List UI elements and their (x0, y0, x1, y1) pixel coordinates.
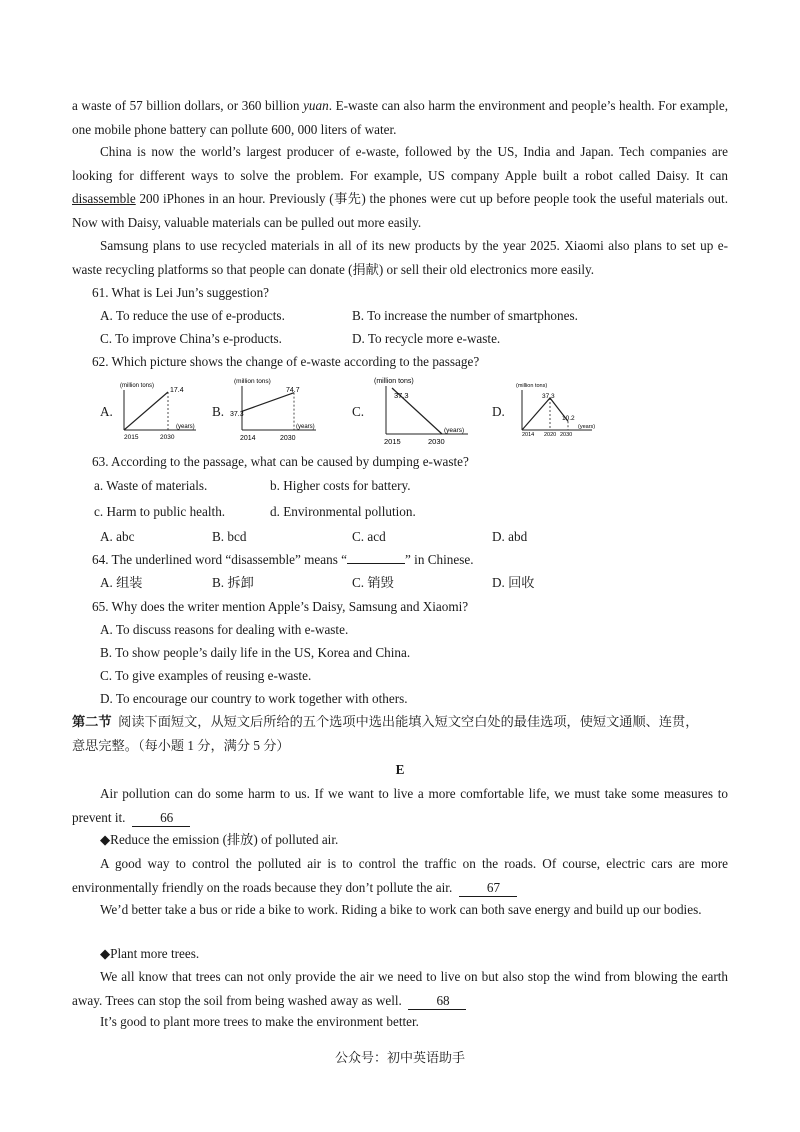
chart-b-svg (230, 374, 330, 444)
q63-item-b: b. Higher costs for battery. (270, 478, 411, 493)
chart-d-xtick-1: 2014 (522, 432, 535, 438)
chart-d-ylabel: (million tons) (516, 383, 548, 389)
section2-instruction-line-1: 阅读下面短文，从短文后所给的五个选项中选出能填入短文空白处的最佳选项，使短文通顺、连贯， (118, 714, 699, 729)
chart-c (372, 374, 482, 446)
passage-e-paragraph-1 (72, 782, 728, 829)
chart-d-xlabel: (years) (578, 424, 596, 430)
chart-b-xlabel: (years) (296, 424, 315, 430)
blank-66[interactable]: 66 (132, 810, 190, 827)
passage-d-paragraph-2 (72, 140, 728, 234)
section2-instruction-line-2: 意思完整。（每小题 1 分，满分 5 分） (72, 737, 290, 753)
passage-e-paragraph-3: We’d better take a bus or ride a bike to work. Riding a bike to work can both save energy and build up our bodies. (100, 902, 702, 917)
passage-d-paragraph-3: Samsung plans to use recycled materials in all of its new products by the year 2025. Xiaomi also plans to set up e-waste recycling platforms so that people can donate (捐献) or sell their old electronics more easily. (72, 238, 728, 277)
section2-instruction (72, 710, 728, 757)
q65-option-d[interactable]: D. To encourage our country to work together with others. (100, 691, 408, 706)
q64-option-a[interactable]: A. 组装 (100, 575, 143, 590)
chart-c-xtick-2: 2030 (428, 437, 445, 446)
q64-stem-part-a: 64. The underlined word “disassemble” means “ (92, 552, 348, 567)
q62-option-c[interactable]: C. (352, 404, 365, 419)
passage-e-heading-1: ◆Reduce the emission (排放) of polluted air. (100, 832, 339, 847)
footer-account: 公众号：初中英语助手 (334, 1051, 465, 1066)
q61-option-a[interactable]: A. To reduce the use of e-products. (100, 308, 285, 323)
passage-e-paragraph-5: It’s good to plant more trees to make the environment better. (100, 1014, 419, 1029)
chart-a-xlabel: (years) (176, 424, 195, 430)
chart-c-data-label: 37.3 (394, 391, 409, 400)
chart-a-ylabel: (million tons) (120, 383, 155, 389)
chart-c-xlabel: (years) (444, 427, 465, 434)
blank-68[interactable]: 68 (408, 993, 466, 1010)
passage-e-p2-text: A good way to control the polluted air is to control the traffic on the roads. Of course, electric cars are more environmentally friendly on the roads because they don’t pollute the air. (72, 856, 728, 895)
chart-b (230, 374, 330, 444)
q64-option-c[interactable]: C. 销毁 (352, 575, 394, 590)
chart-b-ylabel: (million tons) (234, 378, 271, 385)
q62-option-b[interactable]: B. (212, 404, 225, 419)
q62-option-a[interactable]: A. (100, 404, 113, 419)
chart-d-xtick-3: 2030 (560, 432, 573, 438)
q63-option-a[interactable]: A. abc (100, 529, 135, 544)
q64-option-d[interactable]: D. 回收 (492, 575, 535, 590)
q64-option-b[interactable]: B. 拆卸 (212, 575, 254, 590)
q63-option-b[interactable]: B. bcd (212, 529, 247, 544)
q63-stem: 63. According to the passage, what can be caused by dumping e-waste? (92, 454, 469, 469)
chart-d-series-line (522, 398, 568, 430)
chart-d-data-label-1: 37.3 (542, 393, 555, 400)
q63-option-c[interactable]: C. acd (352, 529, 386, 544)
passage-d-p2-part-b: 200 iPhones in an hour. Previously (事先) the phones were cut up before people took the useful materials out. Now with Daisy, valuable materials can be pulled out more easily. (72, 191, 728, 230)
blank-67[interactable]: 67 (459, 880, 517, 897)
passage-e-p1-text: Air pollution can do some harm to us. If we want to live a more comfortable life, we must take some measures to prevent it. (72, 786, 728, 825)
passage-d-p1-part-a: a waste of 57 billion dollars, or 360 billion (72, 98, 304, 113)
q61-stem: 61. What is Lei Jun’s suggestion? (92, 285, 270, 300)
q65-option-b[interactable]: B. To show people’s daily life in the US, Korea and China. (100, 645, 411, 660)
chart-b-xtick-2: 2030 (280, 435, 296, 442)
chart-b-series-line (242, 393, 294, 412)
chart-b-xtick-1: 2014 (240, 435, 256, 442)
passage-e-paragraph-4 (72, 965, 728, 1012)
chart-a (118, 378, 208, 442)
chart-b-data-label-1: 37.3 (230, 411, 244, 418)
chart-b-data-label-2: 74.7 (286, 387, 300, 394)
chart-a-series-line (124, 392, 168, 430)
q64-stem-part-b: ” in Chinese. (405, 552, 474, 567)
passage-d-p1-yuan: yuan (303, 98, 329, 113)
chart-a-data-label: 17.4 (170, 387, 184, 394)
q61-option-b[interactable]: B. To increase the number of smartphones. (352, 308, 578, 323)
q62-option-d[interactable]: D. (492, 404, 505, 419)
q63-item-c: c. Harm to public health. (94, 504, 226, 519)
passage-d-p2-part-a: China is now the world’s largest producer of e-waste, followed by the US, India and Japan. Tech companies are looking for different ways to solve the problem. For example, US company Apple built a robot called Daisy. It can (72, 144, 728, 183)
chart-d-svg (512, 378, 612, 442)
q63-item-a: a. Waste of materials. (94, 478, 208, 493)
chart-a-xtick-1: 2015 (124, 434, 139, 441)
passage-d-paragraph-1 (72, 94, 728, 141)
chart-c-ylabel: (million tons) (374, 378, 414, 385)
q64-stem (92, 550, 474, 570)
chart-c-xtick-1: 2015 (384, 437, 401, 446)
q61-option-d[interactable]: D. To recycle more e-waste. (352, 331, 501, 346)
q63-item-d: d. Environmental pollution. (270, 504, 416, 519)
passage-e-title: E (395, 762, 405, 777)
chart-c-svg (372, 374, 482, 446)
passage-d-p1-part-b: . E-waste can also harm the environment and people’s health. For example, one mobile phone battery can pollute 600, 000 liters of water. (72, 98, 728, 137)
q65-stem: 65. Why does the writer mention Apple’s Daisy, Samsung and Xiaomi? (92, 599, 469, 614)
passage-e-paragraph-2 (72, 852, 728, 899)
chart-a-svg (118, 378, 208, 442)
q64-answer-blank[interactable] (347, 563, 405, 564)
q61-option-c[interactable]: C. To improve China’s e-products. (100, 331, 282, 346)
chart-a-xtick-2: 2030 (160, 434, 175, 441)
chart-d-xtick-2: 2020 (544, 432, 557, 438)
q62-stem: 62. Which picture shows the change of e-waste according to the passage? (92, 354, 480, 369)
q63-option-d[interactable]: D. abd (492, 529, 528, 544)
passage-e-p4-text: We all know that trees can not only provide the air we need to live on but also stop the wind from blowing the earth away. Trees can stop the soil from being washed away as well. (72, 969, 728, 1008)
q65-option-c[interactable]: C. To give examples of reusing e-waste. (100, 668, 312, 683)
chart-d (512, 378, 612, 442)
underlined-word-disassemble: disassemble (72, 191, 136, 206)
section2-heading: 第二节 (72, 714, 112, 729)
passage-e-heading-2: ◆Plant more trees. (100, 946, 200, 961)
q65-option-a[interactable]: A. To discuss reasons for dealing with e-waste. (100, 622, 349, 637)
chart-d-data-label-2: 10.2 (562, 415, 575, 422)
